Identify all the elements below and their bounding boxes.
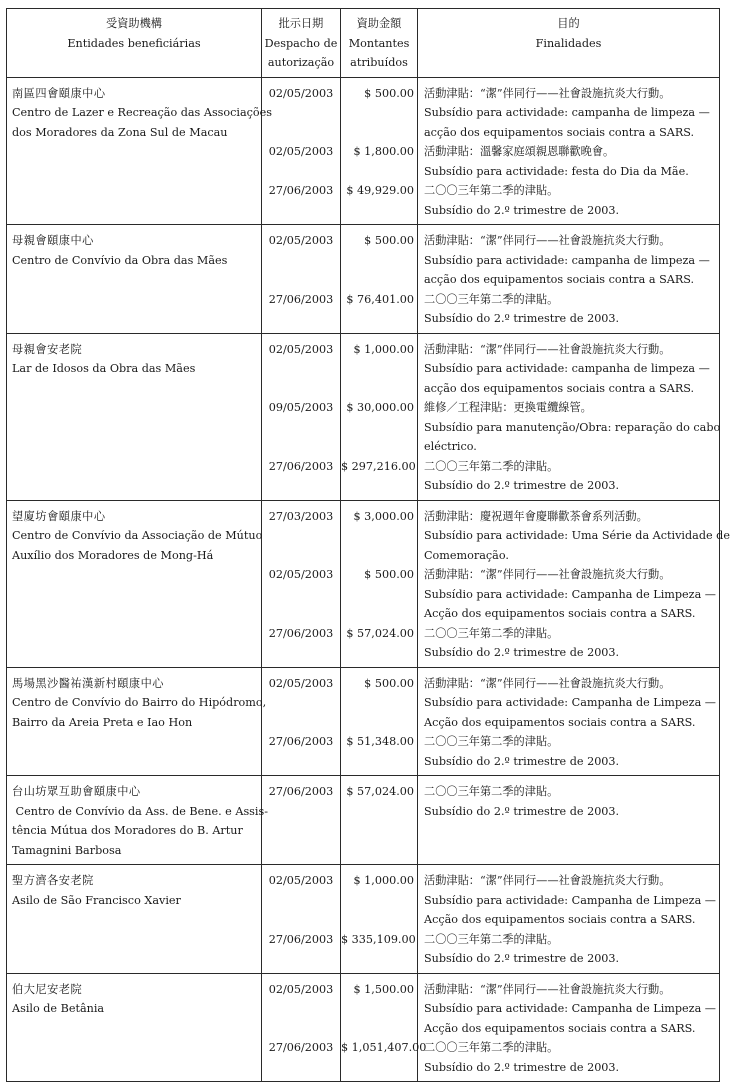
spacer xyxy=(262,713,340,733)
purpose-cell xyxy=(418,77,720,225)
spacer xyxy=(262,476,340,496)
entity-name-pt: Asilo de São Francisco Xavier xyxy=(12,893,181,907)
table-row xyxy=(7,225,720,334)
purpose-line: Subsídio do 2.º trimestre de 2003. xyxy=(424,754,620,768)
purpose-line: Acção dos equipamentos sociais contra a SARS. xyxy=(424,1021,696,1035)
table-body xyxy=(7,77,730,1082)
purpose-cell xyxy=(418,865,720,974)
date-cell xyxy=(262,225,341,334)
date-cell xyxy=(262,973,341,1082)
purpose-line: Subsídio do 2.º trimestre de 2003. xyxy=(424,203,620,217)
purpose-line: 二〇〇三年第二季的津貼。 xyxy=(424,735,559,748)
table-row xyxy=(7,333,720,500)
spacer xyxy=(341,526,414,546)
header-purpose-zh: 目的 xyxy=(557,17,580,30)
purpose-line: 二〇〇三年第二季的津貼。 xyxy=(424,292,559,306)
purpose-line: acção dos equipamentos sociais contra a SARS. xyxy=(424,125,695,139)
entity-name-pt: tência Mútua dos Moradores do B. Artur xyxy=(12,824,243,837)
entity-cell xyxy=(7,225,262,334)
entity-name-zh: 台山坊眾互助會頤康中心 xyxy=(12,785,141,798)
spacer xyxy=(262,526,340,546)
spacer xyxy=(262,251,340,271)
entity-cell xyxy=(7,500,262,667)
date-cell xyxy=(262,667,341,776)
entity-name-zh: 聖方濟各安老院 xyxy=(12,874,94,887)
amount-cell xyxy=(341,973,427,1082)
grant-amount: $ 1,800.00 xyxy=(353,145,414,158)
purpose-line: Subsídio para actividade: Campanha de Limpeza — xyxy=(424,696,716,709)
purpose-line: Acção dos equipamentos sociais contra a SARS. xyxy=(424,607,696,620)
spacer xyxy=(341,713,414,733)
spacer xyxy=(262,1058,340,1078)
grant-amount: $ 500.00 xyxy=(364,676,414,690)
purpose-cell xyxy=(418,225,720,334)
spacer xyxy=(341,123,414,143)
header-entity xyxy=(7,9,262,78)
purpose-line: Subsídio para actividade: festa do Dia da Mãe. xyxy=(424,164,689,178)
purpose-line: Subsídio para actividade: campanha de limpeza — xyxy=(424,362,710,375)
purpose-line: 活動津貼：慶祝週年會慶聯歡茶會系列活動。 xyxy=(424,509,648,523)
spacer xyxy=(341,162,414,182)
purpose-line: Subsídio para actividade: Campanha de Limpeza — xyxy=(424,1002,716,1015)
date-cell xyxy=(262,500,341,667)
grant-amount: $ 1,000.00 xyxy=(353,874,414,887)
entity-name-pt: Auxílio dos Moradores de Mong-Há xyxy=(12,548,214,562)
purpose-line: Subsídio para actividade: Uma Série da Actividade de xyxy=(424,529,730,542)
header-purpose xyxy=(418,9,720,78)
amount-cell xyxy=(341,500,418,667)
purpose-line: Subsídio do 2.º trimestre de 2003. xyxy=(424,479,620,492)
table-row xyxy=(7,973,720,1082)
entity-name-pt: Centro de Convívio da Ass. de Bene. e Assis- xyxy=(12,804,269,818)
spacer xyxy=(341,604,414,624)
purpose-line: 維修／工程津貼：更換電纜線管。 xyxy=(424,401,592,414)
table-header xyxy=(7,9,720,78)
grant-date: 27/06/2003 xyxy=(268,735,334,748)
purpose-line: Comemoração. xyxy=(424,548,509,562)
spacer xyxy=(341,802,414,822)
purpose-line: 二〇〇三年第二季的津貼。 xyxy=(424,626,559,640)
spacer xyxy=(262,123,340,143)
grants-table xyxy=(6,8,730,1082)
spacer xyxy=(262,1019,340,1039)
entity-name-zh: 伯大尼安老院 xyxy=(12,982,83,996)
entity-name-pt: Centro de Convívio do Bairro do Hipódromo, xyxy=(12,696,267,709)
purpose-line: acção dos equipamentos sociais contra a SARS. xyxy=(424,381,695,395)
header-date-zh: 批示日期 xyxy=(278,17,324,30)
spacer xyxy=(262,891,340,911)
spacer xyxy=(262,437,340,457)
purpose-line: 活動津貼：溫馨家庭頌親恩聯歡晚會。 xyxy=(424,145,615,158)
spacer xyxy=(341,910,414,930)
grant-date: 02/05/2003 xyxy=(268,342,334,356)
spacer xyxy=(341,643,414,663)
grant-amount: $ 57,024.00 xyxy=(346,785,414,798)
purpose-line: 活動津貼：“潔”伴同行——社會設施抗炎大行動。 xyxy=(424,568,671,581)
entity-name-pt: Centro de Convívio da Associação de Mútuo xyxy=(12,529,263,542)
spacer xyxy=(341,1058,414,1078)
grant-date: 02/05/2003 xyxy=(268,676,334,690)
grant-date: 02/05/2003 xyxy=(268,568,334,581)
purpose-cell xyxy=(418,776,720,865)
grant-date: 27/06/2003 xyxy=(268,932,334,946)
grant-amount: $ 500.00 xyxy=(364,234,414,247)
purpose-line: 活動津貼：“潔”伴同行——社會設施抗炎大行動。 xyxy=(424,234,671,247)
grants-table-wrapper xyxy=(6,8,730,1082)
purpose-line: 活動津貼：“潔”伴同行——社會設施抗炎大行動。 xyxy=(424,676,671,690)
spacer xyxy=(341,1019,414,1039)
entity-name-pt: Lar de Idosos da Obra das Mães xyxy=(12,362,196,375)
spacer xyxy=(262,999,340,1019)
spacer xyxy=(262,309,340,329)
date-cell xyxy=(262,865,341,974)
purpose-line: 活動津貼：“潔”伴同行——社會設施抗炎大行動。 xyxy=(424,342,671,356)
entity-name-pt: Bairro da Areia Preta e Iao Hon xyxy=(12,715,193,729)
spacer xyxy=(262,546,340,566)
purpose-line: 活動津貼：“潔”伴同行——社會設施抗炎大行動。 xyxy=(424,982,671,996)
grant-amount: $ 30,000.00 xyxy=(346,401,414,414)
header-purpose-pt: Finalidades xyxy=(535,36,602,50)
grant-amount: $ 335,109.00 xyxy=(341,932,416,946)
entity-name-pt: dos Moradores da Zona Sul de Macau xyxy=(12,125,228,139)
grant-amount: $ 3,000.00 xyxy=(353,509,414,523)
header-entity-pt: Entidades beneficiárias xyxy=(67,36,201,50)
purpose-line: Subsídio do 2.º trimestre de 2003. xyxy=(424,646,620,659)
header-amount-zh: 資助金額 xyxy=(356,17,402,30)
header-amount xyxy=(341,9,418,78)
grant-date: 09/05/2003 xyxy=(268,401,334,414)
header-entity-zh: 受資助機構 xyxy=(106,17,162,30)
spacer xyxy=(262,162,340,182)
table-row xyxy=(7,77,720,225)
amount-cell xyxy=(341,667,418,776)
entity-name-pt: Asilo de Betânia xyxy=(12,1002,105,1015)
purpose-line: Subsídio para actividade: campanha de limpeza — xyxy=(424,253,710,267)
purpose-line: 二〇〇三年第二季的津貼。 xyxy=(424,459,559,473)
grant-date: 02/05/2003 xyxy=(268,234,334,247)
purpose-line: Acção dos equipamentos sociais contra a SARS. xyxy=(424,715,696,729)
grant-amount: $ 500.00 xyxy=(364,86,414,100)
header-date-pt-1: Despacho de xyxy=(264,36,338,50)
header-date xyxy=(262,9,341,78)
spacer xyxy=(341,585,414,605)
entity-name-zh: 母親會安老院 xyxy=(12,342,83,356)
amount-cell xyxy=(341,333,418,500)
table-row xyxy=(7,865,720,974)
amount-cell xyxy=(341,77,418,225)
purpose-line: 活動津貼：“潔”伴同行——社會設施抗炎大行動。 xyxy=(424,874,671,887)
spacer xyxy=(262,802,340,822)
entity-name-pt: Centro de Convívio da Obra das Mães xyxy=(12,253,228,267)
grant-date: 02/05/2003 xyxy=(268,874,334,887)
amount-cell xyxy=(341,776,418,865)
grant-date: 27/06/2003 xyxy=(268,1041,334,1054)
grant-amount: $ 297,216.00 xyxy=(341,459,416,473)
grant-date: 02/05/2003 xyxy=(268,145,334,158)
spacer xyxy=(262,949,340,969)
entity-cell xyxy=(7,865,262,974)
grant-amount: $ 1,000.00 xyxy=(353,342,414,356)
spacer xyxy=(341,201,414,221)
purpose-cell xyxy=(418,667,720,776)
purpose-line: 二〇〇三年第二季的津貼。 xyxy=(424,1041,559,1054)
grant-amount: $ 76,401.00 xyxy=(346,292,414,306)
spacer xyxy=(262,585,340,605)
grant-date: 02/05/2003 xyxy=(268,982,334,996)
spacer xyxy=(341,103,414,123)
spacer xyxy=(341,693,414,713)
entity-cell xyxy=(7,776,269,865)
entity-cell xyxy=(7,333,262,500)
entity-cell xyxy=(7,77,273,225)
spacer xyxy=(262,910,340,930)
grant-amount: $ 51,348.00 xyxy=(346,735,414,748)
spacer xyxy=(262,693,340,713)
purpose-line: 二〇〇三年第二季的津貼。 xyxy=(424,932,559,946)
purpose-line: Subsídio do 2.º trimestre de 2003. xyxy=(424,952,620,965)
spacer xyxy=(262,752,340,772)
purpose-line: eléctrico. xyxy=(424,440,477,453)
header-amount-pt-1: Montantes xyxy=(348,36,410,50)
entity-name-pt: Centro de Lazer e Recreação das Associações xyxy=(12,106,273,119)
table-row xyxy=(7,500,720,667)
spacer xyxy=(341,546,414,566)
spacer xyxy=(341,251,414,271)
entity-cell xyxy=(7,973,262,1082)
entity-name-zh: 馬場黑沙醫祐漢新村頤康中心 xyxy=(12,676,164,690)
header-date-pt-2: autorização xyxy=(267,56,335,69)
purpose-line: 二〇〇三年第二季的津貼。 xyxy=(424,785,559,798)
table-row xyxy=(7,776,720,865)
spacer xyxy=(262,643,340,663)
spacer xyxy=(341,999,414,1019)
amount-cell xyxy=(341,865,418,974)
purpose-line: Subsídio para actividade: campanha de limpeza — xyxy=(424,106,710,119)
spacer xyxy=(262,103,340,123)
spacer xyxy=(341,359,414,379)
grant-date: 27/06/2003 xyxy=(268,459,334,473)
header-amount-pt-2: atribuídos xyxy=(350,56,408,69)
purpose-line: 活動津貼：“潔”伴同行——社會設施抗炎大行動。 xyxy=(424,86,671,100)
grant-date: 02/05/2003 xyxy=(268,86,334,100)
grant-amount: $ 49,929.00 xyxy=(346,184,414,197)
purpose-line: acção dos equipamentos sociais contra a SARS. xyxy=(424,273,695,286)
entity-cell xyxy=(7,667,267,776)
spacer xyxy=(341,379,414,399)
grant-amount: $ 1,500.00 xyxy=(353,982,414,996)
spacer xyxy=(341,949,414,969)
purpose-line: Subsídio para manutenção/Obra: reparação do cabo xyxy=(424,420,721,434)
date-cell xyxy=(262,776,341,865)
spacer xyxy=(341,309,414,329)
purpose-line: Subsídio para actividade: Campanha de Limpeza — xyxy=(424,893,716,907)
grant-amount: $ 57,024.00 xyxy=(346,626,414,640)
spacer xyxy=(262,418,340,438)
purpose-line: Subsídio do 2.º trimestre de 2003. xyxy=(424,804,620,818)
grant-date: 27/06/2003 xyxy=(268,184,334,197)
spacer xyxy=(341,891,414,911)
purpose-line: Acção dos equipamentos sociais contra a SARS. xyxy=(424,913,696,926)
purpose-cell xyxy=(418,500,730,667)
spacer xyxy=(341,418,414,438)
date-cell xyxy=(262,77,341,225)
purpose-cell xyxy=(418,333,720,500)
grant-date: 27/03/2003 xyxy=(268,509,334,523)
purpose-cell xyxy=(418,973,720,1082)
grant-amount: $ 1,051,407.00 xyxy=(341,1041,427,1054)
amount-cell xyxy=(341,225,418,334)
grant-date: 27/06/2003 xyxy=(268,626,334,640)
spacer xyxy=(341,270,414,290)
purpose-line: Subsídio do 2.º trimestre de 2003. xyxy=(424,1060,620,1074)
spacer xyxy=(262,604,340,624)
entity-name-pt: Tamagnini Barbosa xyxy=(12,843,122,857)
purpose-line: 二〇〇三年第二季的津貼。 xyxy=(424,184,559,197)
spacer xyxy=(262,379,340,399)
table-row xyxy=(7,667,720,776)
purpose-line: Subsídio do 2.º trimestre de 2003. xyxy=(424,312,620,325)
spacer xyxy=(341,437,414,457)
purpose-line: Subsídio para actividade: Campanha de Limpeza — xyxy=(424,587,716,601)
date-cell xyxy=(262,333,341,500)
grant-amount: $ 500.00 xyxy=(364,568,414,581)
spacer xyxy=(341,476,414,496)
spacer xyxy=(262,270,340,290)
grant-date: 27/06/2003 xyxy=(268,292,334,306)
entity-name-zh: 望廈坊會頤康中心 xyxy=(12,509,106,523)
spacer xyxy=(262,359,340,379)
spacer xyxy=(341,752,414,772)
grant-date: 27/06/2003 xyxy=(268,785,334,798)
spacer xyxy=(262,201,340,221)
entity-name-zh: 母親會頤康中心 xyxy=(12,234,94,247)
entity-name-zh: 南區四會頤康中心 xyxy=(12,86,106,100)
